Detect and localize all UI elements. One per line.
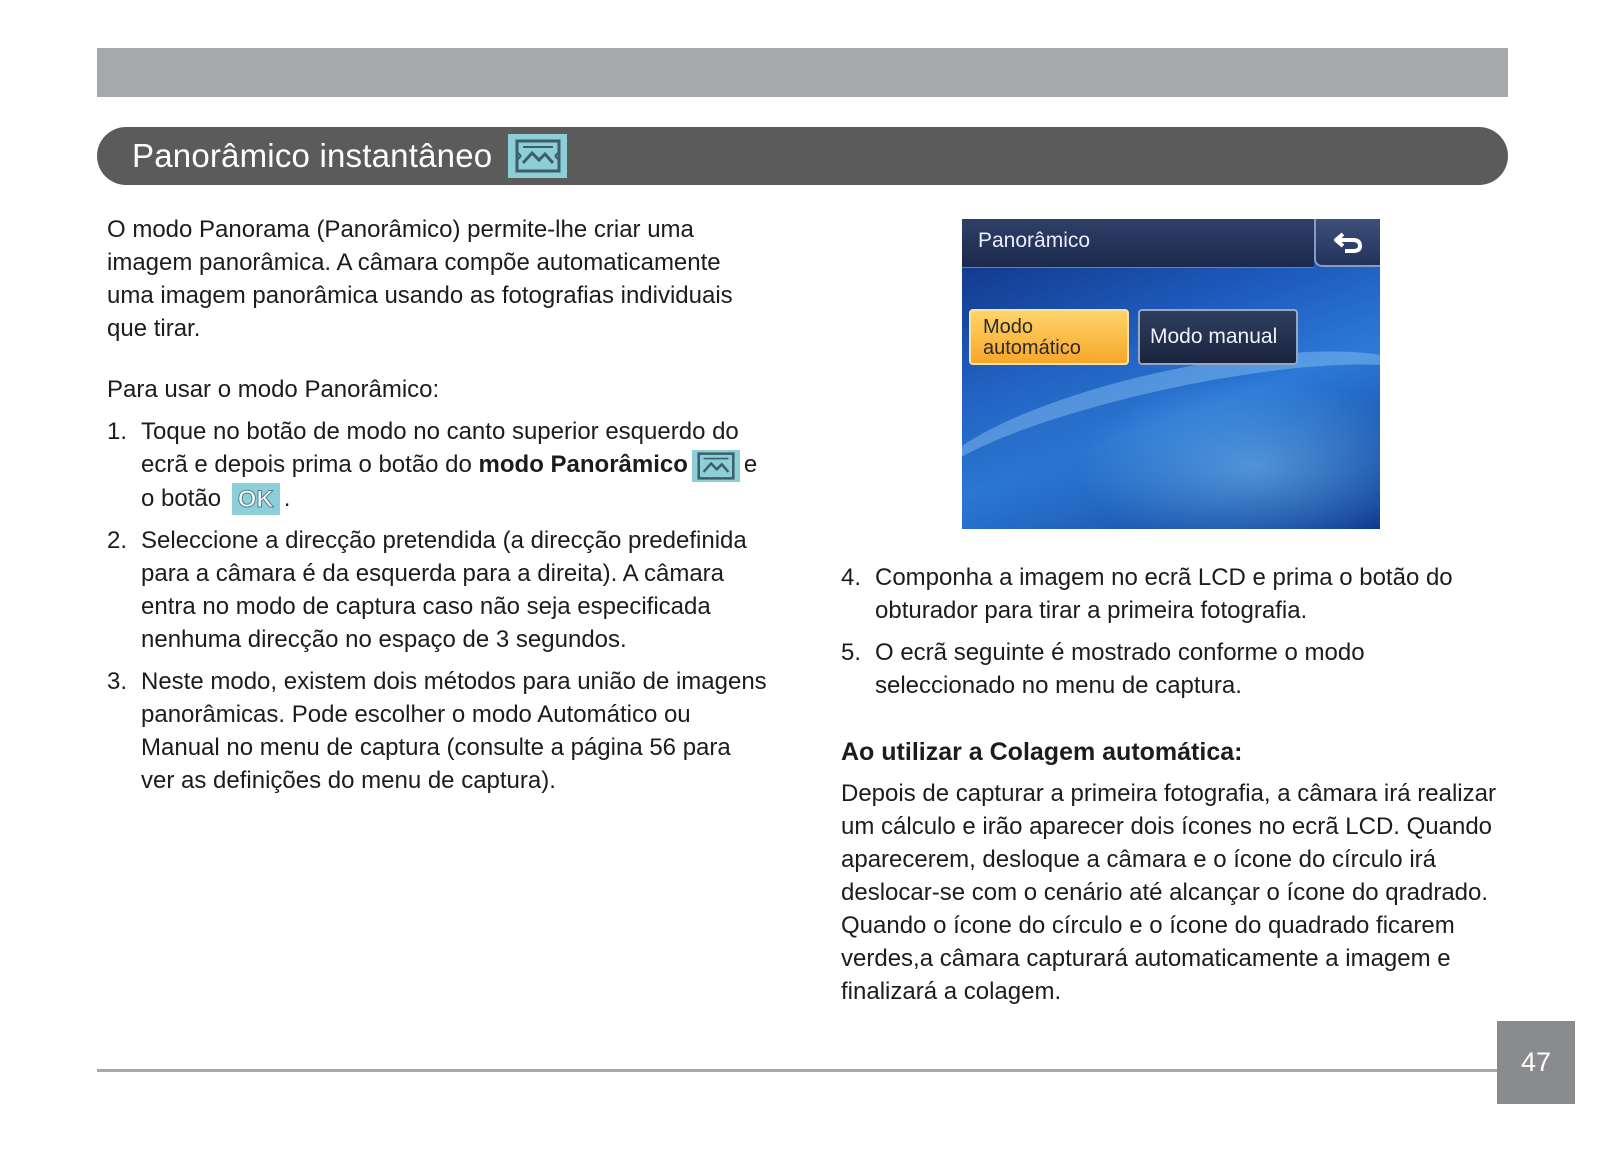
panorama-mode-icon [692,450,740,482]
step-bold-text: modo Panorâmico [478,451,688,478]
step-text: o botão [141,484,222,512]
camera-lcd-screenshot [962,219,1380,529]
ok-button-icon: OK [232,483,280,515]
manual-mode-button[interactable]: Modo manual [1138,309,1298,365]
step-text: e [743,451,758,478]
steps-lead: Para usar o modo Panorâmico: [107,376,440,403]
step-text: O ecrã seguinte é mostrado conforme o modo seleccionado no menu de captura. [875,639,1365,699]
step-number: 3. [107,668,128,696]
auto-mode-label-line2: automático [983,337,1081,359]
step-number: 4. [841,564,862,591]
screen-title: Panorâmico [978,229,1091,252]
step-number: 5. [841,639,862,666]
page-number: 47 [1497,1021,1575,1104]
step-text: Toque no botão de modo no canto superior esquerdo do ecrã e depois prima o botão do [141,418,739,478]
auto-mode-button[interactable] [969,309,1129,365]
step-number: 2. [107,527,128,555]
header-band [97,48,1508,97]
section-title: Panorâmico instantâneo [132,137,493,174]
steps-list [107,415,767,797]
section-title-bar [97,127,1508,185]
screen-header [962,219,1314,268]
footer-rule [97,1069,1497,1072]
list-item [841,636,1511,702]
auto-collage-heading: Ao utilizar a Colagem automática: [841,738,1243,766]
back-button[interactable] [1314,219,1380,267]
list-item [107,524,767,656]
panorama-mode-icon [508,134,567,178]
list-item [107,665,767,797]
return-arrow-icon [1333,230,1363,254]
right-column [841,561,1511,1008]
auto-collage-paragraph: Depois de capturar a primeira fotografia, a câmara irá realizar um cálculo e irão aparecer dois ícones no ecrã LCD. Quando aparecerem, desloque a câmara e o ícone do círculo irá deslocar-se com o cenário até alcançar o ícone do qradrado. Quando o ícone do círculo e o ícone do quadrado ficarem verdes,a câmara capturará automaticamente a imagem e finalizará a colagem. [841,780,1496,1005]
step-text: Componha a imagem no ecrã LCD e prima o botão do obturador para tirar a primeira fotografia. [875,564,1453,624]
step-text: . [283,484,291,512]
auto-mode-label-line1: Modo [983,316,1034,338]
steps-list-continued [841,561,1511,702]
step-text: Neste modo, existem dois métodos para união de imagens panorâmicas. Pode escolher o modo Automático ou Manual no menu de captura (consulte a página 56 para ver as definições do menu de captura). [141,668,767,795]
step-number: 1. [107,418,128,445]
intro-paragraph: O modo Panorama (Panorâmico) permite-lhe criar uma imagem panorâmica. A câmara compõe automaticamente uma imagem panorâmica usando as fotografias individuais que tirar. [107,216,733,342]
list-item [841,561,1511,627]
left-column [107,213,767,806]
list-item [107,415,767,515]
step-text: Seleccione a direcção pretendida (a direcção predefinida para a câmara é da esquerda para a direita). A câmara entra no modo de captura caso não seja especificada nenhuma direcção no espaço de 3 segundos. [141,527,747,654]
